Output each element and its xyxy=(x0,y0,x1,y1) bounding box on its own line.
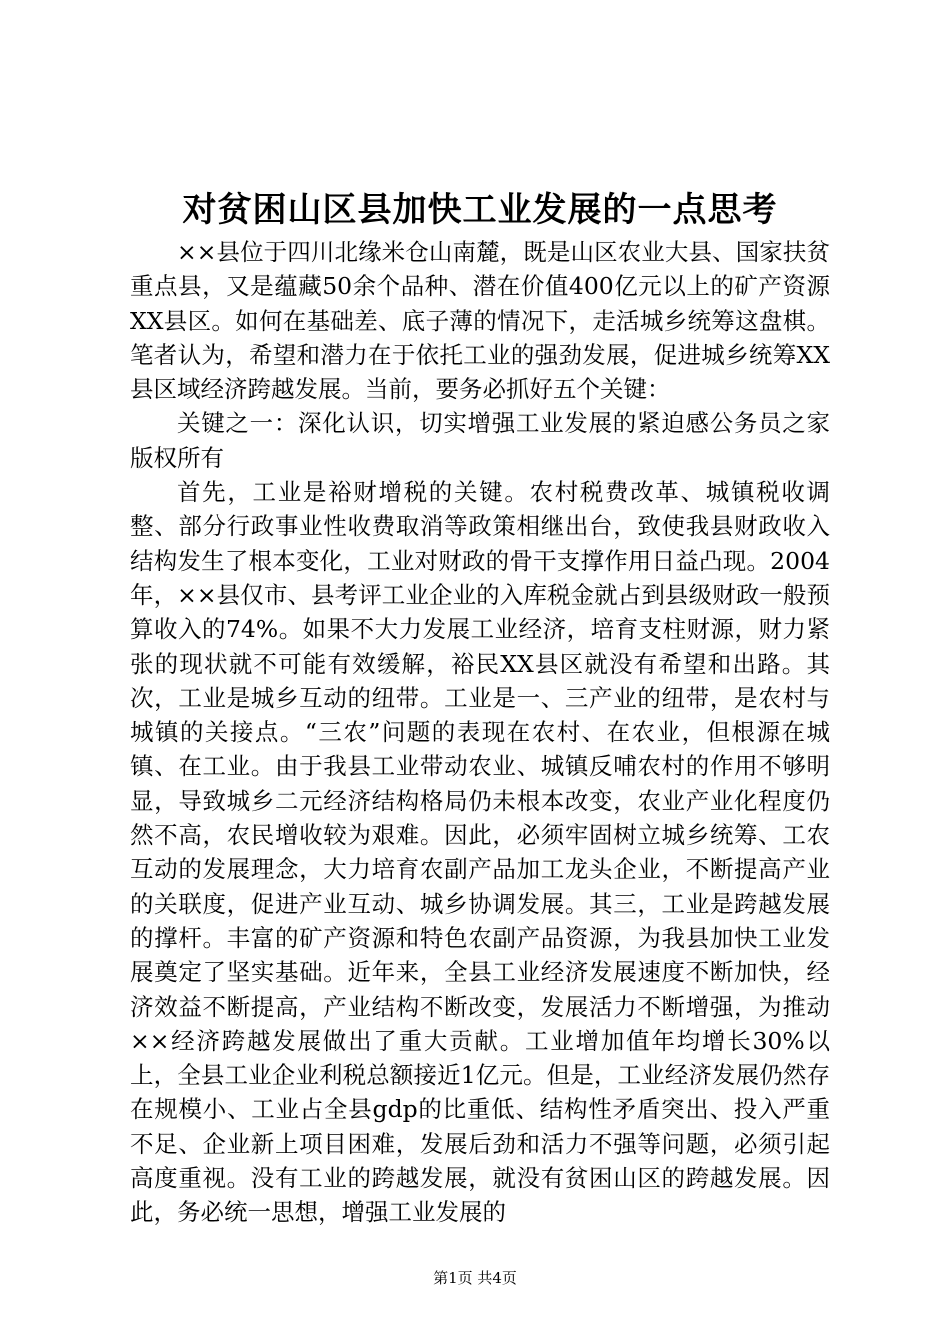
page-footer: 第1页 共4页 xyxy=(433,1269,517,1287)
document-title: 对贫困山区县加快工业发展的一点思考 xyxy=(182,190,778,230)
body-paragraph: 首先，工业是裕财增税的关键。农村税费改革、城镇税收调整、部分行政事业性收费取消等政策相继出台，致使我县财政收入结构发生了根本变化，工业对财政的骨干支撑作用日益凸现。2004年，××县仅市、县考评工业企业的入库税金就占到县级财政一般预算收入的74%。如果不大力发展工业经济，培育支柱财源，财力紧张的现状就不可能有效缓解，裕民XX县区就没有希望和出路。其次，工业是城乡互动的纽带。工业是一、三产业的纽带，是农村与城镇的关接点。“三农”问题的表现在农村、在农业，但根源在城镇、在工业。由于我县工业带动农业、城镇反哺农村的作用不够明显，导致城乡二元经济结构格局仍未根本改变，农业产业化程度仍然不高，农民增收较为艰难。因此，必须牢固树立城乡统筹、工农互动的发展理念，大力培育农副产品加工龙头企业，不断提高产业的关联度，促进产业互动、城乡协调发展。其三，工业是跨越发展的撑杆。丰富的矿产资源和特色农副产品资源，为我县加快工业发展奠定了坚实基础。近年来，全县工业经济发展速度不断加快，经济效益不断提高，产业结构不断改变，发展活力不断增强，为推动××经济跨越发展做出了重大贡献。工业增加值年均增长30%以上，全县工业企业利税总额接近1亿元。但是，工业经济发展仍然存在规模小、工业占全县gdp的比重低、结构性矛盾突出、投入严重不足、企业新上项目困难，发展后劲和活力不强等问题，必须引起高度重视。没有工业的跨越发展，就没有贫困山区的跨越发展。因此，务必统一思想，增强工业发展的 xyxy=(130,478,830,1227)
intro-paragraph: ××县位于四川北缘米仓山南麓，既是山区农业大县、国家扶贫重点县，又是蕴藏50余个品种、潜在价值400亿元以上的矿产资源XX县区。如何在基础差、底子薄的情况下，走活城乡统筹这盘棋。笔者认为，希望和潜力在于依托工业的强劲发展，促进城乡统筹XX县区域经济跨越发展。当前，要务必抓好五个关键： xyxy=(130,238,830,404)
section-heading-paragraph: 关键之一：深化认识，切实增强工业发展的紧迫感公务员之家版权所有 xyxy=(130,409,830,472)
document-body xyxy=(130,235,830,1230)
